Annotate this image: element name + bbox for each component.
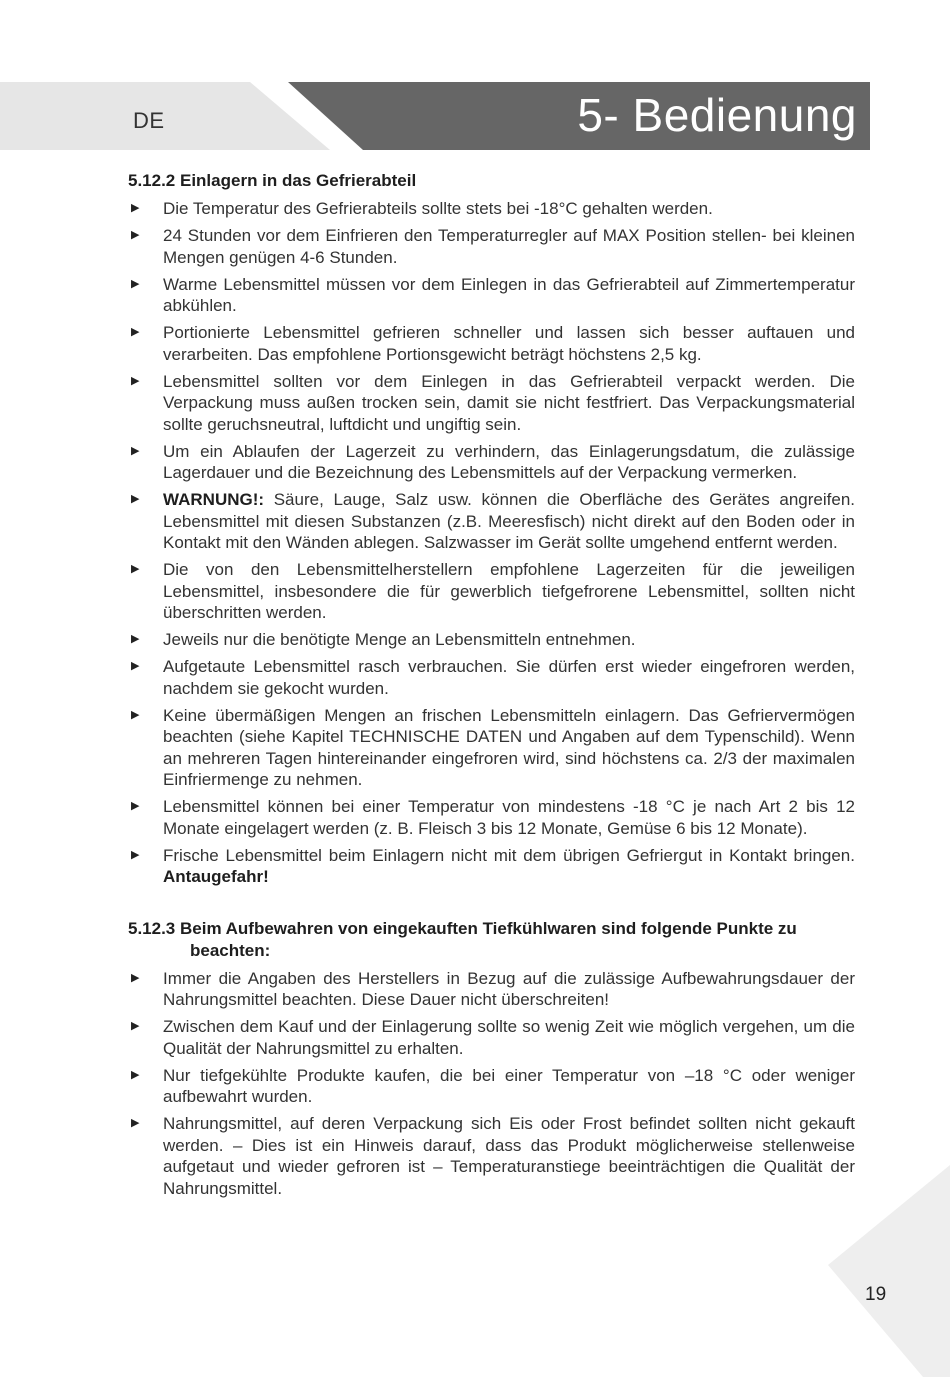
bullet-triangle-icon: ▶ [131, 202, 140, 214]
list-item-text: Portionierte Lebensmittel gefrieren schneller und lassen sich besser auftauen und verarbeiten. Das empfohlene Portionsgewicht beträgt höchstens 2,5 kg. [163, 323, 855, 364]
bullet-triangle-icon: ▶ [131, 633, 140, 645]
list-item [128, 968, 855, 1011]
emphasis-label: Antaugefahr! [163, 867, 269, 886]
chapter-title: 5- Bedienung [577, 89, 857, 141]
list-item [128, 1065, 855, 1108]
list-item-text: Säure, Lauge, Salz usw. können die Oberfläche des Gerätes angreifen. Lebensmittel mit diesen Substanzen (z.B. Meeresfisch) nicht direkt auf den Boden oder in Kontakt mit den Wänden ablegen. Salzwasser im Gerät sollte umgehend entfernt werden. [163, 490, 855, 552]
list-item [128, 322, 855, 365]
bullet-triangle-icon: ▶ [131, 326, 140, 338]
bullet-triangle-icon: ▶ [131, 229, 140, 241]
list-item [128, 441, 855, 484]
list-item-text: Die von den Lebensmittelherstellern empfohlene Lagerzeiten für die jeweiligen Lebensmittel, insbesondere die für gewerblich tiefgefrorene Lebensmittel, sollten nicht überschritten werden. [163, 560, 855, 622]
bullet-triangle-icon: ▶ [131, 800, 140, 812]
list-item-text: Frische Lebensmittel beim Einlagern nicht mit dem übrigen Gefriergut in Kontakt bringen. [163, 845, 855, 865]
list-item [128, 1113, 855, 1199]
list-item-text: Zwischen dem Kauf und der Einlagerung sollte so wenig Zeit wie möglich vergehen, um die Qualität der Nahrungsmittel zu erhalten. [163, 1017, 855, 1058]
list-item-text: Nur tiefgekühlte Produkte kaufen, die bei einer Temperatur von –18 °C oder weniger aufbewahrt wurden. [163, 1065, 855, 1106]
list-item [128, 489, 855, 554]
list-item [128, 274, 855, 317]
warning-label: WARNUNG!: [163, 490, 265, 509]
header-light-band [0, 82, 340, 150]
bullet-list-section-1 [128, 198, 855, 888]
list-item-text: Warme Lebensmittel müssen vor dem Einlegen in das Gefrierabteil auf Zimmertemperatur abkühlen. [163, 274, 855, 315]
page-content [128, 170, 855, 1205]
list-item-text: Immer die Angaben des Herstellers in Bezug auf die zulässige Aufbewahrungsdauer der Nahrungsmittel beachten. Diese Dauer nicht überschreiten! [163, 968, 855, 1009]
bullet-triangle-icon: ▶ [131, 493, 140, 505]
list-item [128, 371, 855, 436]
list-item [128, 705, 855, 791]
bullet-triangle-icon: ▶ [131, 1117, 140, 1129]
list-item [128, 198, 855, 220]
list-item [128, 559, 855, 624]
bullet-list-section-2 [128, 968, 855, 1200]
section-heading-5-12-3: 5.12.3 Beim Aufbewahren von eingekauften Tiefkühlwaren sind folgende Punkte zu beachten: [128, 918, 797, 960]
list-item-text: Nahrungsmittel, auf deren Verpackung sich Eis oder Frost befindet sollten nicht gekauft werden. – Dies ist ein Hinweis darauf, dass das Produkt möglicherweise stellenweise aufgetaut und wieder gefroren ist – Temperaturanstiege beeinträchtigen die Qualität der Nahrungsmittel. [163, 1114, 855, 1198]
list-item-text: Jeweils nur die benötigte Menge an Lebensmitteln entnehmen. [163, 630, 636, 649]
bullet-triangle-icon: ▶ [131, 660, 140, 672]
list-item-text: Keine übermäßigen Mengen an frischen Lebensmitteln einlagern. Das Gefriervermögen beachten (siehe Kapitel TECHNISCHE DATEN und Angaben auf dem Typenschild). Wenn an mehreren Tagen hintereinander eingefroren wird, sind höchstens ca. 2/3 der maximalen Einfriermenge zu nehmen. [163, 705, 855, 789]
list-item [128, 1016, 855, 1059]
list-item [128, 225, 855, 268]
bullet-triangle-icon: ▶ [131, 848, 140, 861]
bullet-triangle-icon: ▶ [131, 1068, 140, 1081]
bullet-triangle-icon: ▶ [131, 971, 140, 984]
list-item [128, 656, 855, 699]
list-item [128, 629, 855, 651]
language-code: DE [133, 108, 165, 133]
list-item [128, 796, 855, 839]
bullet-triangle-icon: ▶ [131, 708, 140, 721]
list-item-text: Lebensmittel können bei einer Temperatur von mindestens -18 °C je nach Art 2 bis 12 Monate eingelagert werden (z. B. Fleisch 3 bis 12 Monate, Gemüse 6 bis 12 Monate). [163, 797, 855, 838]
bullet-triangle-icon: ▶ [131, 374, 140, 387]
list-item [128, 845, 855, 888]
bullet-triangle-icon: ▶ [131, 563, 140, 575]
list-item-text: Aufgetaute Lebensmittel rasch verbrauchen. Sie dürfen erst wieder eingefroren werden, nachdem sie gekocht wurden. [163, 657, 855, 698]
section-heading-5-12-2: 5.12.2 Einlagern in das Gefrierabteil [128, 171, 417, 190]
list-item-text: Lebensmittel sollten vor dem Einlegen in das Gefrierabteil verpackt werden. Die Verpackung muss außen trocken sein, damit sie nicht festfriert. Das Verpackungsmaterial sollte geruchsneutral, luftdicht und ungiftig sein. [163, 371, 855, 434]
bullet-triangle-icon: ▶ [131, 444, 140, 457]
bullet-triangle-icon: ▶ [131, 1020, 140, 1032]
page-number: 19 [865, 1284, 887, 1305]
list-item-text: Die Temperatur des Gefrierabteils sollte stets bei -18°C gehalten werden. [163, 199, 713, 218]
list-item-text: 24 Stunden vor dem Einfrieren den Temperaturregler auf MAX Position stellen- bei kleinen Mengen genügen 4-6 Stunden. [163, 226, 855, 267]
list-item-text: Um ein Ablaufen der Lagerzeit zu verhindern, das Einlagerungsdatum, die zulässige Lagerdauer und die Bezeichnung des Lebensmittels auf der Verpackung vermerken. [163, 441, 855, 482]
bullet-triangle-icon: ▶ [131, 277, 140, 290]
